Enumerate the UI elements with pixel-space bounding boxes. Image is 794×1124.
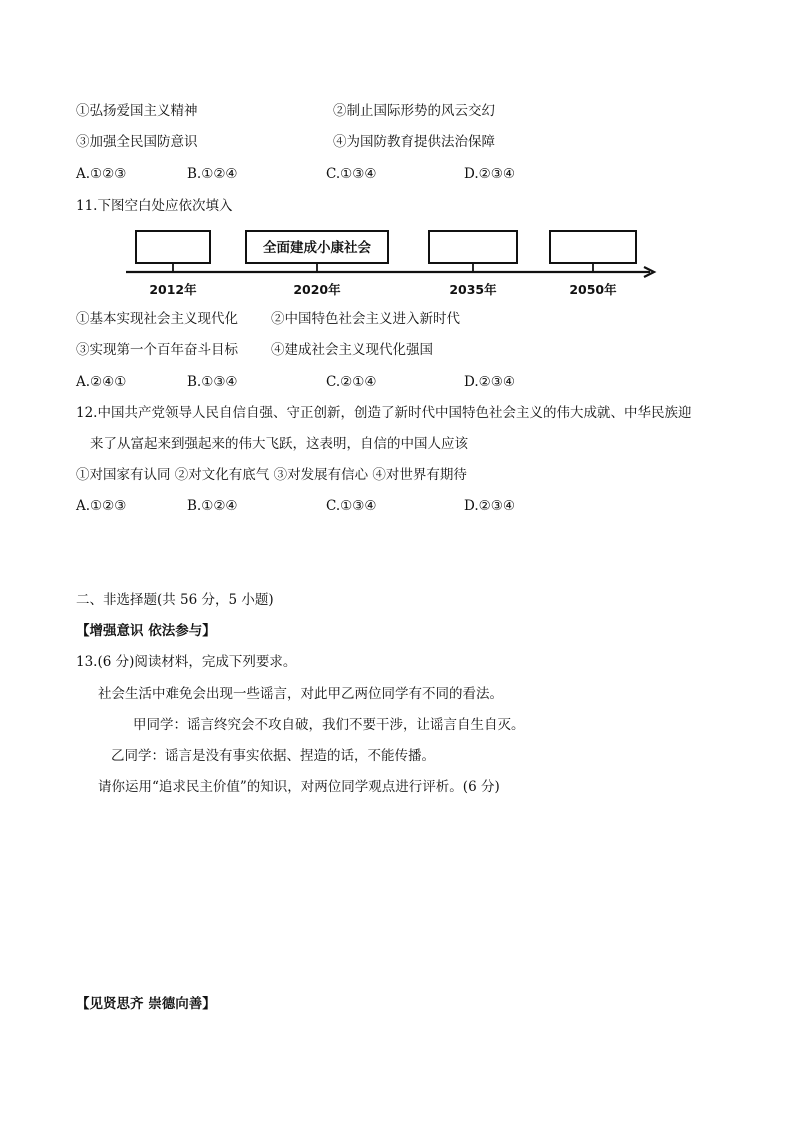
q10-answer-b: B.①②④ [187,166,238,182]
q10-option-2: ②制止国际形势的风云交幻 [333,103,495,119]
q13-stem: 13.(6 分)阅读材料，完成下列要求。 [76,654,297,670]
q10-answer-d: D.②③④ [464,166,515,182]
q11-answer-d: D.②③④ [464,374,515,390]
timeline-box-2012-blank [136,231,210,263]
q12-answer-d: D.②③④ [464,498,515,514]
timeline-box-2050-blank [550,231,636,263]
section-next-heading: 【见贤思齐 崇德向善】 [76,996,216,1012]
section-2-subheading: 【增强意识 依法参与】 [76,623,216,639]
q11-answer-a: A.②④① [76,374,127,390]
timeline-year-2050: 2050年 [569,282,617,297]
q12-options: ①对国家有认同 ②对文化有底气 ③对发展有信心 ④对世界有期待 [76,467,467,483]
q13-task: 请你运用“追求民主价值”的知识，对两位同学观点进行评析。(6 分) [98,779,500,795]
q12-answer-a: A.①②③ [76,498,127,514]
q13-view-a: 甲同学：谣言终究会不攻自破，我们不要干涉，让谣言自生自灭。 [133,717,525,733]
timeline-box-text: 全面建成小康社会 [263,240,371,256]
q12-stem-line-1: 12.中国共产党领导人民自信自强、守正创新，创造了新时代中国特色社会主义的伟大成就、中华民族迎 [76,405,692,421]
q11-option-4: ④建成社会主义现代化强国 [271,342,433,358]
timeline-year-2012: 2012年 [149,282,197,297]
timeline-year-2020: 2020年 [293,282,341,297]
timeline-box-2035-blank [429,231,517,263]
q13-view-b: 乙同学：谣言是没有事实依据、捏造的话，不能传播。 [111,748,435,764]
timeline-diagram [118,228,662,300]
q12-stem-line-2: 来了从富起来到强起来的伟大飞跃，这表明，自信的中国人应该 [90,436,468,452]
timeline-year-2035: 2035年 [449,282,497,297]
q10-answer-a: A.①②③ [76,166,127,182]
q10-option-1: ①弘扬爱国主义精神 [76,103,198,119]
q11-answer-c: C.②①④ [326,374,377,390]
section-2-heading: 二、非选择题(共 56 分，5 小题) [76,592,274,608]
q11-option-3: ③实现第一个百年奋斗目标 [76,342,238,358]
q10-answer-c: C.①③④ [326,166,377,182]
q11-option-2: ②中国特色社会主义进入新时代 [271,311,460,327]
q12-answer-b: B.①②④ [187,498,238,514]
q10-option-4: ④为国防教育提供法治保障 [333,134,495,150]
q12-answer-c: C.①③④ [326,498,377,514]
q13-material: 社会生活中难免会出现一些谣言，对此甲乙两位同学有不同的看法。 [98,686,503,702]
q11-option-1: ①基本实现社会主义现代化 [76,311,238,327]
q11-answer-b: B.①③④ [187,374,238,390]
q11-stem: 11.下图空白处应依次填入 [76,198,233,214]
q10-option-3: ③加强全民国防意识 [76,134,198,150]
